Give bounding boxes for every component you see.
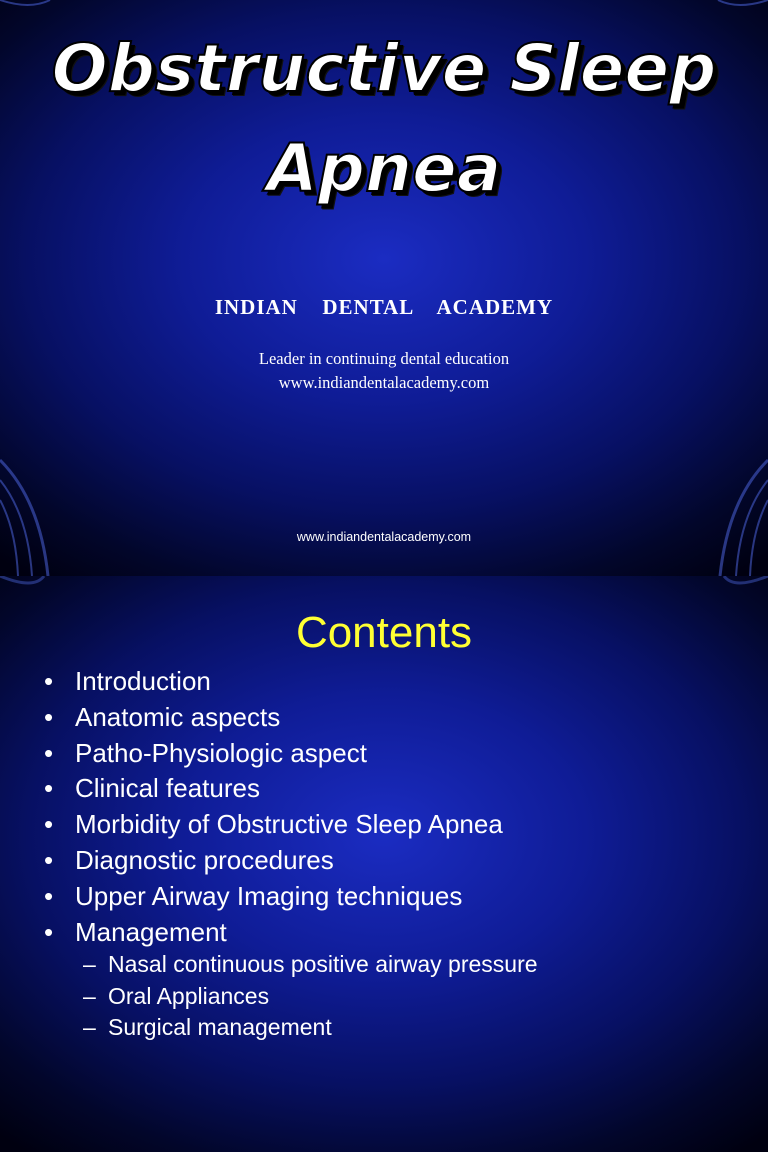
list-item	[44, 879, 503, 915]
list-item-label: Anatomic aspects	[75, 701, 281, 732]
sub-list-item	[83, 949, 538, 981]
title-line-2: Apnea	[266, 130, 502, 207]
bullet-icon: •	[44, 880, 54, 911]
bullet-icon: •	[44, 916, 54, 947]
bullet-icon: •	[44, 773, 54, 804]
contents-list	[44, 664, 503, 950]
bullet-icon: •	[44, 666, 54, 696]
sub-list-item-label: Oral Appliances	[108, 982, 270, 1009]
footer-url[interactable]: www.indiandentalacademy.com	[296, 530, 472, 544]
sub-list-item-label: Nasal continuous positive airway pressure	[108, 951, 538, 977]
list-item	[44, 843, 503, 879]
bullet-icon: •	[44, 701, 54, 732]
dash-icon: –	[83, 1014, 96, 1040]
dash-icon: –	[83, 982, 96, 1009]
list-item-label: Management	[75, 916, 227, 947]
list-item-label: Upper Airway Imaging techniques	[75, 880, 463, 911]
list-item	[44, 736, 503, 772]
bullet-icon: •	[44, 737, 54, 768]
list-item	[44, 771, 503, 807]
list-item-label: Introduction	[75, 666, 211, 696]
list-item-label: Clinical features	[75, 773, 260, 804]
bullet-icon: •	[44, 809, 54, 840]
tagline: Leader in continuing dental education	[258, 349, 510, 368]
management-sublist	[83, 949, 538, 1044]
sub-list-item	[83, 1012, 538, 1044]
dash-icon: –	[83, 951, 96, 977]
list-item	[44, 915, 503, 951]
sub-list-item-label: Surgical management	[108, 1014, 332, 1040]
list-item-label: Morbidity of Obstructive Sleep Apnea	[75, 809, 503, 840]
bullet-icon: •	[44, 844, 54, 875]
academy-name: INDIAN DENTAL ACADEMY	[214, 295, 554, 319]
contents-title: Contents	[295, 608, 473, 657]
title-line-1: Obstructive Sleep	[51, 30, 717, 107]
list-item	[44, 807, 503, 843]
academy-url[interactable]: www.indiandentalacademy.com	[278, 373, 490, 392]
list-item	[44, 700, 503, 736]
list-item	[44, 664, 503, 700]
list-item-label: Diagnostic procedures	[75, 844, 334, 875]
list-item-label: Patho-Physiologic aspect	[75, 737, 367, 768]
sub-list-item	[83, 981, 538, 1013]
